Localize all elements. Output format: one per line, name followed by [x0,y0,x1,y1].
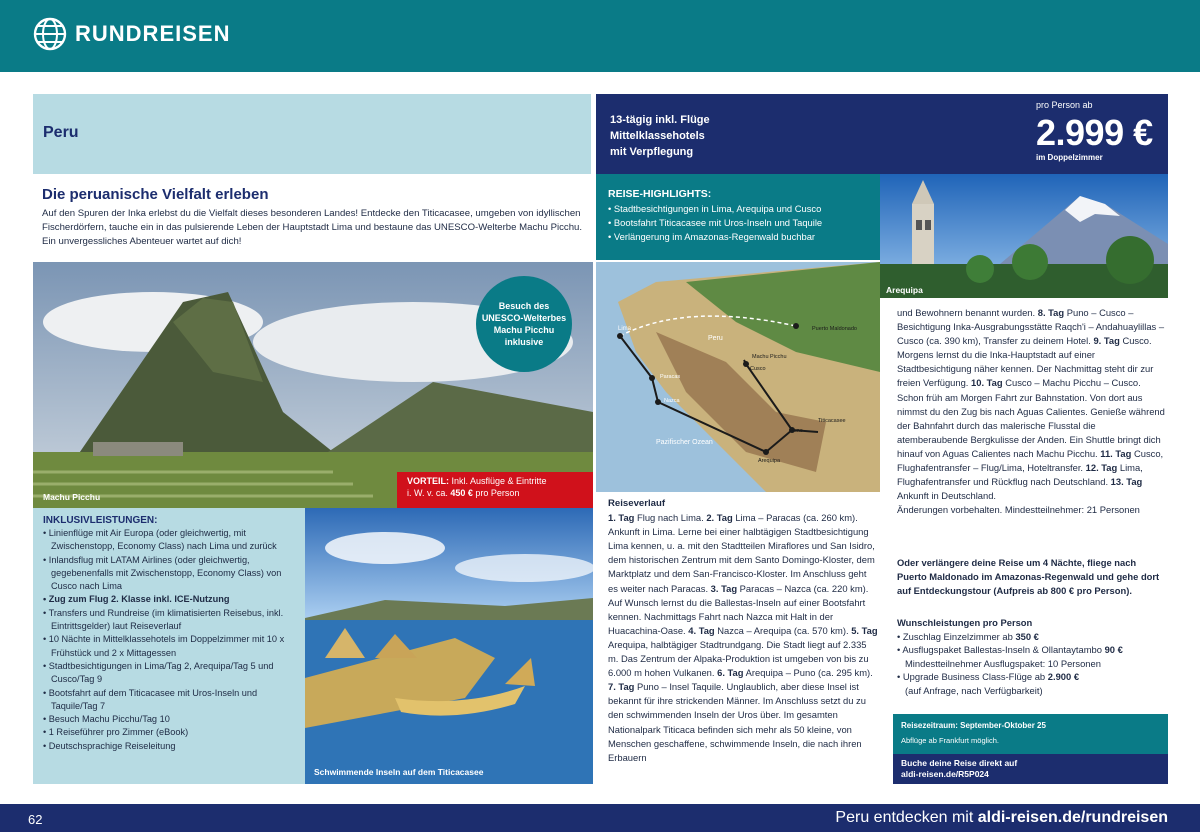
unesco-badge [476,276,572,372]
vorteil-line2-end: pro Person [472,488,520,498]
day-label: 10. Tag [971,377,1003,389]
map-label: Titicacasee [818,418,846,424]
day-text: Cusco, Flughafentransfer – Flug/Lima, Hoteltransfer. [897,447,1164,474]
inklusiv-item: • Linienflüge mit Air Europa (oder gleichwertig, mit Zwischenstopp, Economy Class) nach Lima und zurück [43,528,277,552]
vorteil-amount: 450 € [450,488,473,498]
badge-line: Besuch des [498,301,550,311]
badge-line: UNESCO-Welterbes [481,313,567,323]
map-label: Nazca [664,398,680,404]
tour-fact: Mittelklassehotels [610,130,705,142]
arequipa-image [880,174,1168,298]
day-text: Ankunft in Deutschland. [897,490,997,502]
tour-facts [610,112,710,160]
day-text: Nazca – Arequipa (ca. 570 km). [714,624,852,636]
badge-line: Machu Picchu [493,325,555,335]
footer-link[interactable]: aldi-reisen.de/rundreisen [977,809,1168,826]
optional-item: • Zuschlag Einzelzimmer ab 350 € [897,630,1039,642]
highlights-box [596,174,880,260]
booking-link[interactable]: aldi-reisen.de/R5P024 [901,769,989,779]
optional-services [897,616,1167,697]
titicaca-caption: Schwimmende Inseln auf dem Titicacasee [314,767,484,777]
inklusiv-item: • Stadtbesichtigungen in Lima/Tag 2, Arequipa/Tag 5 und Cusco/Tag 9 [43,660,274,685]
day-label: 6. Tag [717,667,744,679]
day-text: und Bewohnern benannt wurden. [897,307,1038,318]
inklusiv-item: • Zug zum Flug 2. Klasse inkl. ICE-Nutzung [43,594,230,605]
brand-title: RUNDREISEN [75,21,231,46]
day-text: Cusco. Morgens lernst du die Inka-Hauptstadt auf einer Stadtbesichtigung näher kennen. Der Nachmittag steht dir zur freien Verfügung. [897,335,1154,389]
day-label: 4. Tag [688,624,715,636]
info-box [596,94,1168,174]
inklusiv-item: • 1 Reiseführer pro Zimmer (eBook) [43,727,189,738]
brand [33,17,230,51]
day-label: 8. Tag [1037,307,1065,318]
tour-fact: 13-tägig inkl. Flüge [610,114,710,126]
itinerary [608,497,878,765]
map-label: Cusco [750,366,766,372]
day-label: 3. Tag [710,582,738,594]
map-label: Arequipa [758,458,781,464]
day-text: Puno – Cusco – Besichtigung Inka-Ausgrabungsstätte Raqch'i – Andahuaylillas – Cusco (ca. 390 km), Transfer zu deinem Hotel. [897,307,1165,347]
day-text: Cusco – Machu Picchu – Cusco. Schon früh am Morgen Fahrt zur Bahnstation. Von dort aus nimmst du den Zug bis nach Aguas Calientes. Genieße während der Bahnfahrt durch das malerische Flusstal die atemberaubende Bergkulisse der Anden. Ein Shuttle bringt dich hinauf von Aguas Calientes nach Machu Picchu. [897,377,1165,459]
inklusiv-item: • Besuch Machu Picchu/Tag 10 [43,714,170,725]
travel-period-box [893,714,1168,754]
inklusiv-item: • Inlandsflug mit LATAM Airlines (oder gleichwertig, gegebenenfalls mit Zwischenstopp, Economy Class) von Cusco nach Lima [43,554,282,592]
vorteil-line2: i. W. v. ca. [407,488,451,498]
day-label: 2. Tag [706,512,733,524]
travel-period: Reisezeitraum: September-Oktober 25 [901,721,1046,730]
day-label: 12. Tag [1085,462,1118,474]
departure-note: Abflüge ab Frankfurt möglich. [901,736,999,745]
day-label: 9. Tag [1093,335,1120,347]
day-text: Arequipa – Puno (ca. 295 km). [743,667,873,679]
page-number: 62 [28,812,43,827]
map-label: Machu Picchu [752,354,787,360]
highlight-item: • Verlängerung im Amazonas-Regenwald buchbar [608,231,816,242]
inklusiv-item: • 10 Nächte in Mittelklassehotels im Doppelzimmer mit 10 x Frühstück und 2 x Mittagessen [43,634,285,658]
day-label: 7. Tag [608,681,635,693]
price-label: pro Person ab [1036,100,1093,110]
booking-text: Buche deine Reise direkt auf [901,758,1018,768]
optional-heading: Wunschleistungen pro Person [897,617,1033,628]
map-label: Pazifischer Ozean [656,439,713,446]
day-label: 13. Tag [1110,476,1143,488]
route-map [596,262,880,492]
vorteil-box [397,472,593,508]
day-text: Flug nach Lima. [634,512,707,524]
price: 2.999 € [1036,112,1153,153]
day-text: Paracas – Nazca (ca. 220 km). Auf Wunsch lernst du die Ballestas-Inseln auf einer Bootsfahrt kennen. Nachmittags Fahrt nach Nazca mit Halt in der Huacachina-Oase. [608,582,869,636]
intro-text: Auf den Spuren der Inka erlebst du die Vielfalt dieses besonderen Landes! Entdecke den Titicacasee, umgeben von idyllischen Fischerdörfern, tauche ein in das pulsierende Leben der Hauptstadt Lima und bestaune das UNESCO-Welterbe Machu Picchu. Ein unvergessliches Abenteuer wartet auf dich! [42,208,583,247]
day-text: Lima – Paracas (ca. 260 km). Ankunft in Lima. Lerne bei einer halbtägigen Stadtbesichtigung Lima kennen, u. a. mit den Stadtteilen Miraflores und San Isidro, dem historischen Zentrum mit dem Santo Domingo-Kloster, dem Marktplatz und dem San-Francisco-Kloster. Im Anschluss geht es weiter nach Paracas. [608,512,875,594]
badge-line: inklusive [504,337,544,347]
day-text: Lima, Flughafentransfer und Rückflug nach Deutschland. [897,462,1143,488]
title-box [33,94,591,174]
itinerary-continued [897,306,1165,517]
arequipa-caption: Arequipa [886,285,923,295]
map-label: Puno [790,428,803,434]
highlights-heading: REISE-HIGHLIGHTS: [608,188,712,200]
day-text: Arequipa, halbtägiger Stadtrundgang. Die Stadt liegt auf 2.335 m. Das Zentrum der Alpaka-Produktion ist umgeben von bis zu 6.000 m hohen Vulkanen. [608,638,869,679]
day-label: 1. Tag [608,512,635,524]
day-label: 5. Tag [851,624,878,636]
extension-offer: Oder verlängere deine Reise um 4 Nächte, fliege nach Puerto Maldonado im Amazonas-Regenwald und gehe dort auf Entdeckungstour (Aufpreis ab 800 € pro Person). [897,557,1160,596]
vorteil-text: Inkl. Ausflüge & Eintritte [449,476,547,486]
disclaimer: Änderungen vorbehalten. Mindestteilnehmer: 21 Personen [897,504,1140,516]
optional-item: • Ausflugspaket Ballestas-Inseln & Ollantaytambo 90 € Mindestteilnehmer Ausflugspaket: 10 Personen [897,644,1123,669]
map-label: Peru [708,335,723,342]
highlight-item: • Stadtbesichtigungen in Lima, Arequipa und Cusco [608,203,822,214]
inklusiv-item: • Transfers und Rundreise (im klimatisierten Reisebus, inkl. Eintrittsgelder) laut Reiseverlauf [43,607,284,632]
inklusiv-item: • Deutschsprachige Reiseleitung [43,740,176,751]
inklusiv-heading: INKLUSIVLEISTUNGEN: [43,515,158,526]
price-note: im Doppelzimmer [1036,153,1103,162]
footer-tagline: Peru entdecken mit aldi-reisen.de/rundreisen [835,809,1168,826]
globe-icon [33,17,67,51]
vorteil-label: VORTEIL: [407,476,449,486]
tour-fact: mit Verpflegung [610,146,694,158]
inklusiv-item: • Bootsfahrt auf dem Titicacasee mit Uros-Inseln und Taquile/Tag 7 [43,687,258,711]
map-label: Puerto Maldonado [812,326,857,332]
booking-box[interactable] [893,754,1168,784]
day-label: 11. Tag [1100,447,1132,459]
map-label: Lima [618,326,632,332]
itinerary-heading: Reiseverlauf [608,498,666,509]
titicaca-image [305,508,593,784]
day-text: Puno – Insel Taquile. Unglaublich, aber diese Insel ist bekannt für ihre strickenden Männer. Im Anschluss setzt du zu den schwimmenden Inseln der Uros über. Im gesamten Nationalpark Titicaca befinden sich mehr als 50 kleine, von Menschen geschaffene, schwimmende Inseln, die nach ihren Erbauern [608,681,866,763]
intro [42,186,592,249]
inklusiv-box [33,508,305,784]
map-label: Paracas [660,374,681,380]
intro-heading: Die peruanische Vielfalt erleben [42,186,269,203]
optional-item: • Upgrade Business Class-Flüge ab 2.900 € (auf Anfrage, nach Verfügbarkeit) [897,671,1080,696]
page-title: Peru [43,124,79,141]
machu-picchu-caption: Machu Picchu [43,492,101,502]
highlight-item: • Bootsfahrt Titicacasee mit Uros-Inseln und Taquile [608,217,823,228]
